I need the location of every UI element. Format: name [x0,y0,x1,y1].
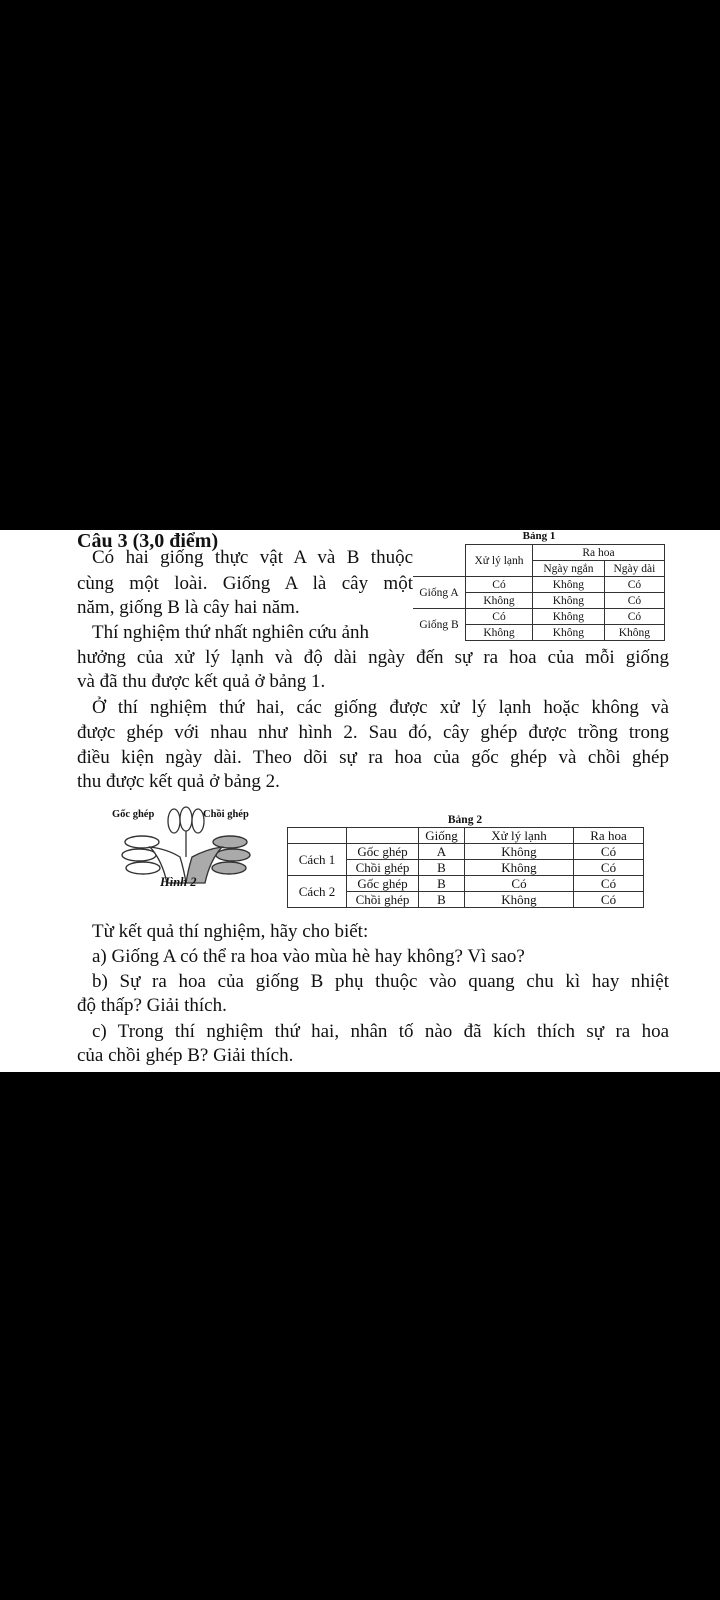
table1-cell: Không [533,625,605,641]
table1-header-cold: Xử lý lạnh [466,545,533,577]
figure2-label-scion: Chồi ghép [203,809,249,820]
paragraph-line: Có hai giống thực vật A và B thuộc [92,547,413,568]
table2-cell-method: Cách 2 [288,876,347,908]
paragraph-line: thu được kết quả ở bảng 2. [77,771,280,792]
table1-header-short-day: Ngày ngắn [533,561,605,577]
table2-corner [347,828,419,844]
figure2-label-rootstock: Gốc ghép [112,809,155,820]
table2-cell: Có [574,860,644,876]
paragraph-line: Thí nghiệm thứ nhất nghiên cứu ảnh [92,622,370,643]
question-a: a) Giống A có thể ra hoa vào mùa hè hay không? Vì sao? [92,946,525,967]
paragraph-line: Ở thí nghiệm thứ hai, các giống được xử lý lạnh hoặc không và [92,697,669,718]
paragraph-line: hưởng của xử lý lạnh và độ dài ngày đến sự ra hoa của mỗi giống [77,647,669,668]
table1-header-flowering: Ra hoa [533,545,665,561]
table1-cell: Không [466,593,533,609]
grafted-plant-illustration [112,805,262,905]
question-b: b) Sự ra hoa của giống B phụ thuộc vào quang chu kì hay nhiệt [92,971,669,992]
table2-cell: Gốc ghép [347,876,419,892]
table2-cell: Có [574,892,644,908]
table1-cell: Có [604,577,664,593]
table2-header-flowering: Ra hoa [574,828,644,844]
question-b-cont: độ thấp? Giải thích. [77,995,227,1016]
table2-cell: Không [465,860,574,876]
table2-cell: B [419,892,465,908]
flower-shape [180,807,192,831]
table2-caption: Bảng 2 [447,814,483,826]
table1-cell: Có [466,609,533,625]
figure-2 [112,805,262,905]
table2-header-cold: Xử lý lạnh [465,828,574,844]
leaf-shape [125,836,159,848]
paragraph-line: điều kiện ngày dài. Theo dõi sự ra hoa của gốc ghép và chồi ghép [77,747,669,768]
table2-corner [288,828,347,844]
flower-shape [168,809,180,833]
table2-header-variety: Giống [419,828,465,844]
question-c: c) Trong thí nghiệm thứ hai, nhân tố nào đã kích thích sự ra hoa [92,1021,669,1042]
table1-cell: Có [466,577,533,593]
table-2 [287,827,644,908]
question-title: Câu 3 (3,0 điểm) [77,530,219,552]
table2-cell: Không [465,892,574,908]
paragraph-line: cùng một loài. Giống A là cây một [77,573,413,594]
figure2-caption: Hình 2 [160,875,197,889]
table1-cell: Không [533,593,605,609]
table2-cell: Không [465,844,574,860]
table1-cell-variety: Giống B [413,609,466,641]
document-page [0,530,720,1072]
table1-cell: Không [533,577,605,593]
table2-cell: Có [574,844,644,860]
table2-cell: Chồi ghép [347,860,419,876]
table2-cell: B [419,876,465,892]
table2-cell: A [419,844,465,860]
question-c-cont: của chồi ghép B? Giải thích. [77,1045,294,1066]
paragraph-line: và đã thu được kết quả ở bảng 1. [77,671,326,692]
table1-cell: Không [533,609,605,625]
table1-header-long-day: Ngày dài [604,561,664,577]
table2-cell-method: Cách 1 [288,844,347,876]
table2-cell: B [419,860,465,876]
paragraph-line: được ghép với nhau như hình 2. Sau đó, cây ghép được trồng trong [77,722,669,743]
table1-cell-variety: Giống A [413,577,466,609]
leaf-shape [122,849,156,861]
table1-cell: Không [466,625,533,641]
table2-cell: Có [574,876,644,892]
paragraph-line: năm, giống B là cây hai năm. [77,597,300,618]
leaf-shape [216,849,250,861]
table1-caption: Bảng 1 [522,530,556,542]
table1-cell: Có [604,609,664,625]
table2-cell: Có [465,876,574,892]
table-1 [413,544,665,641]
table1-corner [413,545,466,577]
leaf-shape [213,836,247,848]
table1-cell: Không [604,625,664,641]
table1-cell: Có [604,593,664,609]
table2-cell: Chồi ghép [347,892,419,908]
paragraph-line: Từ kết quả thí nghiệm, hãy cho biết: [92,921,369,942]
leaf-shape [212,862,246,874]
leaf-shape [126,862,160,874]
table2-cell: Gốc ghép [347,844,419,860]
